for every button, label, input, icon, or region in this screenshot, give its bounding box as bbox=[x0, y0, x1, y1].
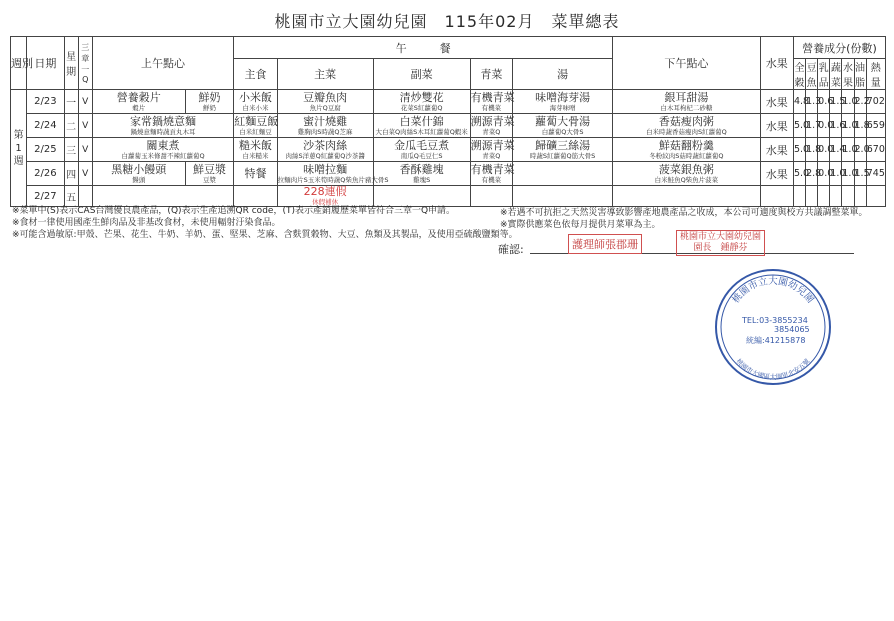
veg-cell bbox=[470, 162, 515, 186]
am-snack-1-cell bbox=[92, 90, 185, 114]
nutrition-vegetable-cell: 1.6 bbox=[830, 114, 842, 138]
nutrition-vegetable-cell bbox=[830, 186, 842, 207]
side-dish-cell bbox=[373, 114, 470, 138]
fruit-cell: 水果 bbox=[760, 162, 793, 186]
header-side-dish: 副菜 bbox=[373, 59, 470, 90]
week-label-cell: 第1週 bbox=[11, 90, 27, 207]
am-snack-1-ingredients: 穀片 bbox=[132, 103, 146, 112]
main-dish-ingredients: 魚片Q豆腐 bbox=[309, 103, 341, 112]
nutrition-milk-cell: 0.0 bbox=[818, 114, 830, 138]
pm-snack-ingredients: 冬粉紋肉S菇時蔬紅蘿蔔Q bbox=[649, 151, 724, 160]
am-snack-1-cell bbox=[92, 162, 185, 186]
staple-name: 小米飯 bbox=[238, 90, 272, 104]
table-row bbox=[11, 90, 886, 114]
nutrition-grain-cell: 5.0 bbox=[793, 138, 805, 162]
main-dish-name: 豆瓣魚肉 bbox=[303, 90, 348, 104]
sanzhang-check-cell: V bbox=[78, 90, 92, 114]
nutrition-calorie-cell: 670 bbox=[866, 138, 885, 162]
menu-body bbox=[11, 90, 886, 207]
nutrition-milk-cell: 0.0 bbox=[818, 162, 830, 186]
menu-table bbox=[10, 36, 886, 207]
nutrition-fruit-cell: 1.0 bbox=[842, 162, 854, 186]
sanzhang-check-cell: V bbox=[78, 162, 92, 186]
table-row bbox=[11, 114, 886, 138]
date-cell: 2/23 bbox=[27, 90, 64, 114]
am-snack-1-name: 家常鍋燒意麵 bbox=[130, 114, 197, 128]
note-left-2: ※食材一律使用國產生鮮肉品及非基改食材，未使用輻射汙染食品。 bbox=[12, 218, 281, 228]
header-sanzhang: 三章一Q bbox=[78, 37, 92, 90]
side-dish-cell bbox=[373, 138, 470, 162]
am-snack-1-ingredients: 鍋燒意麵時蔬貢丸木耳 bbox=[130, 127, 196, 136]
am-snack-2-cell bbox=[185, 90, 233, 114]
veg-name: 有機青菜 bbox=[470, 162, 515, 176]
header-soup: 湯 bbox=[513, 59, 613, 90]
seal-bottom-text: 桃園市大園區大園里北安五號 bbox=[734, 357, 812, 381]
am-snack-2-cell bbox=[185, 162, 233, 186]
nutrition-fruit-cell bbox=[842, 186, 854, 207]
header-week: 週別 bbox=[11, 37, 27, 90]
am-snack-2-name: 鮮豆漿 bbox=[192, 162, 226, 176]
nutrition-milk-cell: 0.0 bbox=[818, 138, 830, 162]
am-snack-1-ingredients: 饅頭 bbox=[132, 175, 146, 184]
soup-cell bbox=[513, 114, 613, 138]
nutrition-grain-cell: 5.0 bbox=[793, 114, 805, 138]
date-cell: 2/25 bbox=[27, 138, 64, 162]
veg-cell bbox=[470, 138, 515, 162]
staple-ingredients: 白米糙米 bbox=[242, 151, 269, 160]
main-dish-name: 蜜汁燒雞 bbox=[303, 114, 348, 128]
fruit-cell: 水果 bbox=[760, 90, 793, 114]
nutrition-protein-cell: 1.3 bbox=[806, 90, 818, 114]
nutrition-protein-cell: 2.8 bbox=[806, 162, 818, 186]
nutrition-oil-cell bbox=[854, 186, 866, 207]
soup-cell bbox=[513, 138, 613, 162]
soup-cell bbox=[513, 162, 613, 186]
seal-tel2: 3854065 bbox=[774, 325, 810, 334]
note-right-1: ※若遇不可抗拒之天然災害導致影響產地農產品之收成，本公司可適度與校方共議調整菜單。 bbox=[500, 208, 868, 218]
holiday-label: 228連假 bbox=[303, 185, 347, 198]
note-left-1: ※菜單中(S)表示CAS台灣優良農產品，(Q)表示生產追溯QR code，(T)表示產銷履歷菜單皆符合三章一Q申請。 bbox=[12, 206, 456, 216]
seal-tax: 統編:41215878 bbox=[746, 336, 806, 345]
side-dish-name: 香酥雞塊 bbox=[399, 162, 444, 176]
nutrition-grain-cell bbox=[793, 186, 805, 207]
veg-ingredients: 有機菜 bbox=[481, 103, 502, 112]
nutrition-milk-cell: 0.6 bbox=[818, 90, 830, 114]
page-title: 桃園市立大園幼兒園 115年02月 菜單總表 bbox=[274, 12, 620, 31]
staple-name: 特餐 bbox=[244, 166, 267, 180]
header-veg: 青菜 bbox=[470, 59, 512, 90]
nutrition-oil-cell: 1.8 bbox=[854, 114, 866, 138]
pm-snack-cell bbox=[613, 138, 761, 162]
main-dish-ingredients: 雞胸肉S時蔬Q芝麻 bbox=[297, 127, 353, 136]
soup-ingredients: 白蘿蔔Q大骨S bbox=[541, 127, 584, 136]
veg-ingredients: 青菜Q bbox=[482, 151, 501, 160]
weekday-cell: 一 bbox=[64, 90, 78, 114]
nutrition-oil-cell: 2.0 bbox=[854, 138, 866, 162]
nutrition-vegetable-cell: 1.5 bbox=[830, 90, 842, 114]
am-snack-1-name: 黑糖小饅頭 bbox=[111, 162, 167, 176]
nutrition-fruit-cell: 1.0 bbox=[842, 90, 854, 114]
confirm-label: 確認: bbox=[498, 243, 524, 256]
staple-ingredients: 白米紅麵豆 bbox=[239, 127, 272, 136]
nutrition-protein-cell: 1.7 bbox=[806, 114, 818, 138]
note-right-2: ※實際供應菜色依每月提供月菜單為主。 bbox=[500, 220, 661, 230]
table-row bbox=[11, 162, 886, 186]
header-protein: 豆魚 bbox=[806, 59, 818, 90]
school-seal-icon bbox=[712, 266, 834, 388]
nutrition-calorie-cell: 702 bbox=[866, 90, 885, 114]
header-nutrition: 營養成分(份數) bbox=[793, 37, 885, 59]
side-dish-ingredients: 南瓜Q毛豆仁S bbox=[400, 151, 443, 160]
staple-cell bbox=[234, 90, 277, 114]
nutrition-oil-cell: 2.2 bbox=[854, 90, 866, 114]
nutrition-vegetable-cell: 1.0 bbox=[830, 162, 842, 186]
sanzhang-check-cell: V bbox=[78, 114, 92, 138]
header-weekday: 星期 bbox=[64, 37, 78, 90]
staple-name: 糙米飯 bbox=[238, 138, 272, 152]
sanzhang-check-cell bbox=[78, 186, 92, 207]
pm-snack-cell bbox=[613, 162, 761, 186]
header-date: 日期 bbox=[27, 37, 64, 90]
header-pm-snack: 下午點心 bbox=[613, 37, 761, 90]
soup-name: 歸礦三絲湯 bbox=[535, 138, 591, 152]
side-dish-ingredients: 花菜S紅蘿蔔Q bbox=[400, 103, 443, 112]
soup-cell bbox=[513, 186, 613, 207]
nutritionist-stamp: 護理師張郡珊 bbox=[568, 234, 642, 254]
holiday-cell bbox=[277, 186, 373, 207]
am-snack-1-name: 關東煮 bbox=[146, 138, 180, 152]
side-dish-ingredients: 大白菜Q肉絲S木耳紅蘿蔔Q蝦米 bbox=[375, 127, 468, 136]
main-dish-cell bbox=[277, 90, 373, 114]
weekday-cell: 五 bbox=[64, 186, 78, 207]
header-fruit-n: 水果 bbox=[842, 59, 854, 90]
nutrition-grain-cell: 4.8 bbox=[793, 90, 805, 114]
header-am-snack: 上午點心 bbox=[92, 37, 233, 90]
am-snack-2-name: 鮮奶 bbox=[198, 90, 221, 104]
date-cell: 2/26 bbox=[27, 162, 64, 186]
staple-cell bbox=[234, 162, 277, 186]
am-snack-cell bbox=[92, 186, 233, 207]
holiday-sub: 休假補休 bbox=[312, 198, 339, 206]
date-cell: 2/24 bbox=[27, 114, 64, 138]
pm-snack-cell bbox=[613, 186, 761, 207]
fruit-cell: 水果 bbox=[760, 138, 793, 162]
pm-snack-name: 香菇瘦肉粥 bbox=[658, 114, 714, 128]
veg-ingredients: 有機菜 bbox=[481, 175, 502, 184]
main-dish-cell bbox=[277, 114, 373, 138]
nutrition-oil-cell: 1.5 bbox=[854, 162, 866, 186]
note-left-3: ※可能含過敏原:甲殼、芒果、花生、牛奶、羊奶、蛋、堅果、芝麻、含麩質穀物、大豆、魚類及其製品，及使用亞硫酸鹽類等。 bbox=[12, 230, 518, 240]
header-lunch: 午 餐 bbox=[234, 37, 613, 59]
weekday-cell: 三 bbox=[64, 138, 78, 162]
nutrition-fruit-cell: 1.0 bbox=[842, 138, 854, 162]
soup-name: 蘿蔔大骨湯 bbox=[535, 114, 591, 128]
side-dish-ingredients: 雞塊S bbox=[413, 175, 431, 184]
pm-snack-ingredients: 白米時蔬香菇瘦肉S紅蘿蔔Q bbox=[646, 127, 727, 136]
nutrition-fruit-cell: 1.0 bbox=[842, 114, 854, 138]
staple-name: 紅麵豆飯 bbox=[234, 114, 279, 128]
am-snack-1-ingredients: 白蘿蔔玉米條甜不辣紅蘿蔔Q bbox=[121, 151, 205, 160]
principal-stamp bbox=[676, 230, 765, 256]
nutrition-protein-cell: 1.8 bbox=[806, 138, 818, 162]
side-dish-name: 金瓜毛豆煮 bbox=[394, 138, 450, 152]
am-snack-2-ingredients: 豆漿 bbox=[202, 175, 216, 184]
nutrition-milk-cell bbox=[818, 186, 830, 207]
side-dish-name: 清炒雙花 bbox=[399, 90, 444, 104]
header-oil: 油脂 bbox=[854, 59, 866, 90]
nutrition-calorie-cell: 745 bbox=[866, 162, 885, 186]
table-row bbox=[11, 138, 886, 162]
seal-top-text: 桃園市立大園幼兒園 bbox=[730, 276, 816, 306]
sanzhang-check-cell: V bbox=[78, 138, 92, 162]
nutrition-protein-cell bbox=[806, 186, 818, 207]
staple-ingredients: 白米小米 bbox=[242, 103, 269, 112]
header-fruit: 水果 bbox=[760, 37, 793, 90]
header-main-dish: 主菜 bbox=[277, 59, 373, 90]
main-dish-ingredients: 肉絲S洋蔥Q紅蘿蔔Q沙茶醬 bbox=[285, 151, 365, 160]
principal-stamp-line1: 桃園市立大園幼兒園 bbox=[680, 232, 762, 242]
side-dish-cell bbox=[373, 90, 470, 114]
main-dish-cell bbox=[277, 162, 389, 186]
am-snack-1-cell bbox=[92, 138, 233, 162]
header-staple: 主食 bbox=[234, 59, 277, 90]
nutrition-grain-cell: 5.0 bbox=[793, 162, 805, 186]
soup-ingredients: 時蔬S紅蘿蔔Q筋大骨S bbox=[529, 151, 596, 160]
side-dish-cell bbox=[373, 186, 470, 207]
staple-cell bbox=[234, 114, 277, 138]
weekday-cell: 二 bbox=[64, 114, 78, 138]
veg-ingredients: 青菜Q bbox=[482, 127, 501, 136]
header-milk: 乳品 bbox=[818, 59, 830, 90]
pm-snack-name: 菠菜銀魚粥 bbox=[658, 162, 714, 176]
side-dish-name: 白菜什錦 bbox=[399, 114, 444, 128]
pm-snack-cell bbox=[613, 114, 761, 138]
soup-ingredients: 海芽味噌 bbox=[549, 103, 576, 112]
pm-snack-ingredients: 白木耳枸杞二砂糖 bbox=[660, 103, 713, 112]
veg-cell bbox=[470, 90, 515, 114]
staple-cell bbox=[234, 138, 277, 162]
am-snack-2-ingredients: 鮮奶 bbox=[202, 103, 216, 112]
fruit-cell bbox=[760, 186, 793, 207]
pm-snack-cell bbox=[613, 90, 761, 114]
soup-name: 味噌海芽湯 bbox=[535, 90, 591, 104]
header-calorie: 熱量 bbox=[866, 59, 885, 90]
main-dish-name: 味噌拉麵 bbox=[303, 162, 348, 176]
date-cell: 2/27 bbox=[27, 186, 64, 207]
veg-cell bbox=[470, 186, 512, 207]
pm-snack-name: 鮮菇翻粉羹 bbox=[658, 138, 714, 152]
principal-stamp-line2: 園長 鍾靜芬 bbox=[693, 243, 748, 253]
nutrition-calorie-cell bbox=[866, 186, 885, 207]
veg-name: 溯源青菜 bbox=[470, 114, 515, 128]
weekday-cell: 四 bbox=[64, 162, 78, 186]
pm-snack-ingredients: 白米鮭魚Q柴魚片菠菜 bbox=[654, 175, 719, 184]
soup-cell bbox=[513, 90, 613, 114]
am-snack-1-name: 營養穀片 bbox=[116, 90, 161, 104]
main-dish-name: 沙茶肉絲 bbox=[303, 138, 348, 152]
veg-name: 有機青菜 bbox=[470, 90, 515, 104]
veg-name: 溯源青菜 bbox=[470, 138, 515, 152]
main-dish-ingredients: 拉麵肉片S玉米筍時蔬Q柴魚片豬大骨S bbox=[277, 175, 389, 184]
nutrition-vegetable-cell: 1.4 bbox=[830, 138, 842, 162]
fruit-cell: 水果 bbox=[760, 114, 793, 138]
main-dish-cell bbox=[277, 138, 373, 162]
nutrition-calorie-cell: 659 bbox=[866, 114, 885, 138]
staple-cell bbox=[234, 186, 277, 207]
header-vegetable: 蔬菜 bbox=[830, 59, 842, 90]
veg-cell bbox=[470, 114, 515, 138]
header-grain: 全穀 bbox=[793, 59, 805, 90]
am-snack-1-cell bbox=[92, 114, 233, 138]
seal-tel: TEL:03-3855234 bbox=[742, 316, 808, 325]
pm-snack-name: 銀耳甜湯 bbox=[664, 90, 709, 104]
table-row bbox=[11, 186, 886, 207]
